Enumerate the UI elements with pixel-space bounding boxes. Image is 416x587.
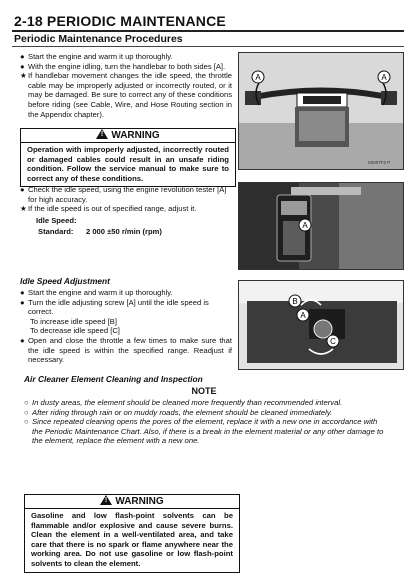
- warning-title: WARNING: [111, 130, 160, 141]
- idle-speed-standard-label: Standard:: [38, 227, 74, 236]
- note-text: In dusty areas, the element should be cleaned more frequently than recommended interval.: [32, 398, 343, 407]
- warning-triangle-icon: [100, 495, 112, 505]
- step-mark: ●: [20, 297, 25, 307]
- warning-text: Operation with improperly adjusted, incorrectly routed or damaged cables could result in an unsafe riding condition. Follow the service manual to make sure to correct any of these conditions.: [27, 145, 229, 183]
- note-item: [24, 417, 384, 446]
- step-item: [20, 62, 232, 72]
- decrease-idle-text: To decrease idle speed [C]: [30, 326, 120, 336]
- note-item: [24, 408, 384, 418]
- step-text: Check the idle speed, using the engine revolution tester [A] for high accuracy.: [28, 185, 227, 204]
- warning-box-solvents: [24, 494, 240, 573]
- step-mark: ●: [20, 185, 25, 194]
- step-mark: ●: [20, 288, 25, 297]
- step-item: [20, 298, 232, 317]
- step-mark: ●: [20, 335, 25, 345]
- step-item: [20, 288, 232, 298]
- step-mark: ●: [20, 52, 25, 61]
- step-text: Turn the idle adjusting screw [A] until the idle speed is correct.: [28, 297, 209, 317]
- warning-text: Gasoline and low flash-point solvents can be flammable and/or explosive and cause severe burns. Clean the element in a well-ventilated area, and take care that there is no spark or flame anywhere near the working area. Do not use gasoline or low flash-point solvents to clean the element.: [31, 511, 233, 568]
- note-mark: ○: [24, 407, 29, 417]
- increase-idle-text: To increase idle speed [B]: [30, 316, 117, 326]
- photo-label-b: B: [292, 297, 298, 306]
- step-text: Open and close the throttle a few times to make sure that the idle speed is within the specified range. Readjust if necessary.: [28, 335, 232, 365]
- idle-speed-standard-value: 2 000 ±50 r/min (rpm): [86, 227, 162, 236]
- page-header-title: 2-18 PERIODIC MAINTENANCE: [14, 13, 226, 29]
- idle-check-steps: [20, 185, 232, 214]
- photo-code: S0007F2 P: [367, 160, 391, 165]
- warning-title: WARNING: [115, 496, 164, 507]
- page-header-subtitle: Periodic Maintenance Procedures: [14, 33, 183, 45]
- step-item: [20, 185, 232, 204]
- warning-triangle-icon: [96, 129, 108, 139]
- step-text: With the engine idling, turn the handlebar to both sides [A].: [28, 61, 226, 71]
- photo-label-a-right: A: [381, 73, 387, 82]
- step-text: Start the engine and warm it up thoroughly.: [28, 52, 173, 61]
- step-item: [20, 336, 232, 365]
- idle-speed-label: Idle Speed:: [36, 216, 77, 225]
- idle-adjust-heading: Idle Speed Adjustment: [20, 276, 110, 286]
- step-item: [20, 71, 232, 119]
- photo-label-a: A: [300, 311, 306, 320]
- note-text: After riding through rain or on muddy roads, the element should be cleaned immediately.: [32, 407, 333, 417]
- note-mark: ○: [24, 417, 29, 427]
- photo-label-a: A: [302, 221, 308, 230]
- tester-illustration: [239, 183, 403, 269]
- subtitle-rule: [12, 46, 404, 47]
- header-rule: [12, 30, 404, 32]
- photo-label-c: C: [330, 337, 336, 346]
- step-item: [20, 204, 232, 214]
- step-mark: ★: [20, 204, 27, 214]
- adjust-screw-illustration: [239, 281, 403, 369]
- tester-photo: [238, 182, 404, 270]
- step-text: If handlebar movement changes the idle speed, the throttle cable may be improperly adjusted or incorrectly routed, or it may be damaged. Be sure to correct any of these conditions before riding (see Cable, Wire, and Hose Routing section in the Appendix chapter).: [28, 71, 232, 119]
- step-text: If the idle speed is out of specified range, adjust it.: [28, 204, 197, 214]
- note-mark: ○: [24, 398, 29, 407]
- step-text: Start the engine and warm it up thoroughly.: [28, 288, 173, 297]
- idle-adjust-steps: [20, 288, 232, 365]
- air-cleaner-heading: Air Cleaner Element Cleaning and Inspection: [24, 374, 203, 384]
- note-title: NOTE: [191, 386, 217, 396]
- handlebar-steps: [20, 52, 232, 119]
- handlebar-photo: [238, 52, 404, 170]
- note-text: Since repeated cleaning opens the pores of the element, replace it with a new one in accordance with the Periodic Maintenance Chart. Also, if there is a break in the element material or any other damage to the element, replace the element with a new one.: [32, 417, 384, 446]
- photo-label-a-left: A: [255, 73, 261, 82]
- step-item: [20, 52, 232, 62]
- step-mark: ★: [20, 71, 27, 81]
- note-list: [24, 398, 384, 446]
- step-mark: ●: [20, 61, 25, 71]
- warning-box-cables: [20, 128, 236, 187]
- adjust-screw-photo: [238, 280, 404, 370]
- note-item: [24, 398, 384, 408]
- handlebar-illustration: [239, 53, 403, 169]
